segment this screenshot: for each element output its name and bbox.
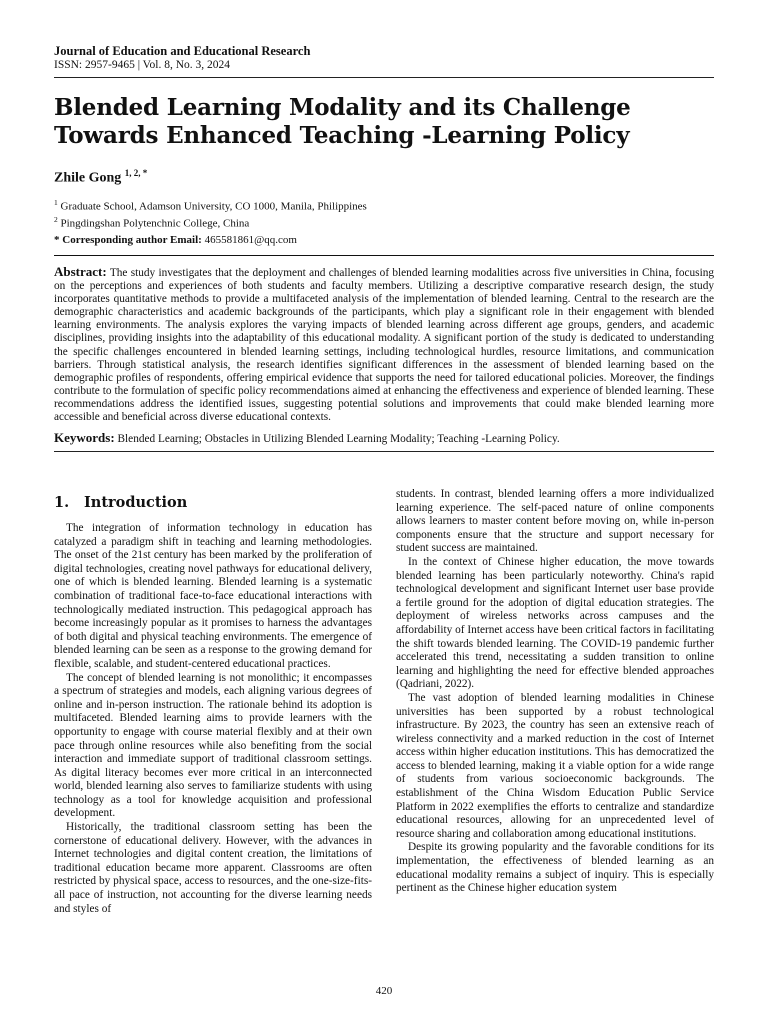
author-line: [54, 164, 714, 188]
author-superscript: 1, 2, *: [124, 168, 148, 178]
article-title: Blended Learning Modality and its Challenge Towards Enhanced Teaching -Learning Policy: [54, 94, 631, 149]
section-title: Introduction: [84, 494, 188, 511]
keywords-text: Blended Learning; Obstacles in Utilizing Blended Learning Modality; Teaching -Learning Policy.: [117, 433, 560, 446]
section-heading-introduction: [54, 494, 372, 512]
paragraph: Historically, the traditional classroom setting has been the cornerstone of educational delivery. However, with the advances in Internet technologies and digital content creation, the limitations of traditional education became more apparent. Classrooms are often restricted by physical space, access to resources, and the one-size-fits-all pace of instruction, not accounting for the diverse learning needs and styles of: [54, 821, 372, 915]
affiliation-1-text: Graduate School, Adamson University, CO 1000, Manila, Philippines: [60, 200, 367, 213]
abstract-text: The study investigates that the deployment and challenges of blended learning modalities across five universities in China, focusing on the perceptions and experiences of both students and faculty members. Utilizing a descriptive comparative research design, the study incorporates quantitative methods to provide a multifaceted analysis of the implementation of blended learning. Central to the research are the demographic characteristics and academic backgrounds of the participants, which play a significant role in their engagement with blended learning environments. The analysis explores the varying impacts of blended learning across different age groups, genders, and academic disciplines, providing insights into the adaptability of this educational modality. A significant portion of the study is dedicated to understanding the specific challenges encountered in blended learning settings, including technological hurdles, resource limitations, and communication barriers. Through statistical analysis, the research identifies significant differences in the assessment of blended learning based on the demographic profiles of respondents, offering empirical evidence that supports the need for tailored educational policies. Moreover, the findings contribute to the formulation of specific policy recommendations aimed at enhancing the effectiveness and experience of blended learning. These recommendations address the identified issues, suggesting potential solutions and improvements that could make blended learning more accessible and beneficial across diverse educational contexts.: [54, 266, 715, 423]
paper-page: [54, 44, 714, 452]
affiliation-2-text: Pingdingshan Polytenchnic College, China: [60, 217, 250, 230]
journal-meta: ISSN: 2957-9465 | Vol. 8, No. 3, 2024: [54, 59, 230, 71]
abstract: [54, 265, 714, 424]
abstract-divider: [54, 255, 714, 256]
affiliation-1-sup: 1: [54, 197, 58, 207]
affiliation-2-sup: 2: [54, 215, 58, 225]
paragraph-continuation: students. In contrast, blended learning offers a more individualized learning experience. The self-paced nature of online components allows learners to master content before moving on, while in-person components ensure that the structure and support necessary for student success are maintained.: [396, 488, 714, 555]
paragraph: In the context of Chinese higher education, the move towards blended learning has been particularly noteworthy. China's rapid technological development and significant Internet user base provide a fertile ground for the adoption of digital education strategies. The deployment of wireless networks across campuses and the affordability of Internet access have been critical factors in facilitating the shift towards blended learning. The COVID-19 pandemic further accelerated this trend, necessitating a sudden transition to online learning and highlighting the need for effective blended approaches (Qadriani, 2022).: [396, 555, 714, 691]
affiliation-1: [54, 196, 714, 214]
left-column: [54, 488, 372, 916]
section-number: 1.: [54, 494, 70, 511]
header-divider: [54, 77, 714, 78]
body-columns: [54, 488, 714, 916]
corresponding-label: * Corresponding author Email:: [54, 233, 202, 246]
keywords-divider: [54, 451, 714, 452]
right-column: [396, 488, 714, 916]
paragraph: Despite its growing popularity and the favorable conditions for its implementation, the effectiveness of blended learning as an educational modality remains a subject of inquiry. This is especially pertinent as the Chinese higher education system: [396, 841, 714, 895]
paragraph: The concept of blended learning is not monolithic; it encompasses a spectrum of strategies and models, each aligning various degrees of online and in-person instruction. The rationale behind its adoption is multifaceted. Blended learning aims to provide learners with the opportunity to engage with course material flexibly and at their own pace through online resources while also benefiting from the social interaction and immediate support of traditional classroom settings. As digital literacy becomes ever more critical in an interconnected world, blended learning also serves to familiarize students with using technology as a tool for knowledge acquisition and professional development.: [54, 671, 372, 820]
journal-name: Journal of Education and Educational Research: [54, 44, 311, 58]
affiliation-2: [54, 213, 714, 231]
abstract-label: Abstract:: [54, 263, 107, 279]
keywords-label: Keywords:: [54, 430, 115, 446]
page-number: 420: [375, 985, 393, 997]
paragraph: The vast adoption of blended learning modalities in Chinese universities has been supported by a robust technological infrastructure. By 2023, the country has seen an extensive reach of wireless connectivity and a marked reduction in the cost of Internet access within higher education institutions. This has democratized the access to blended learning, making it a viable option for a wide range of students from various socioeconomic backgrounds. The establishment of the China Wisdom Education Public Service Platform in 2022 exemplifies the efforts to centralize and standardize educational resources, allowing for an unprecedented level of resource sharing and collaboration among educational institutions.: [396, 691, 714, 840]
corresponding-author: [54, 233, 714, 247]
paragraph: The integration of information technology in education has catalyzed a paradigm shift in teaching and learning methodologies. The onset of the 21st century has been marked by the proliferation of digital technologies, creating novel pathways for educational delivery, one of which is blended learning. Blended learning is a systematic combination of traditional face-to-face educational interactions with technologically mediated instruction. This pedagogical approach has become increasingly popular as it promises to harness the advantages of both digital and physical teaching environments. The emergence of blended learning can be seen as a response to the growing demand for flexible, scalable, and student-centered educational practices.: [54, 522, 372, 670]
keywords: [54, 431, 714, 446]
corresponding-email[interactable]: 465581861@qq.com: [204, 233, 297, 246]
author-name: Zhile Gong: [54, 170, 122, 186]
